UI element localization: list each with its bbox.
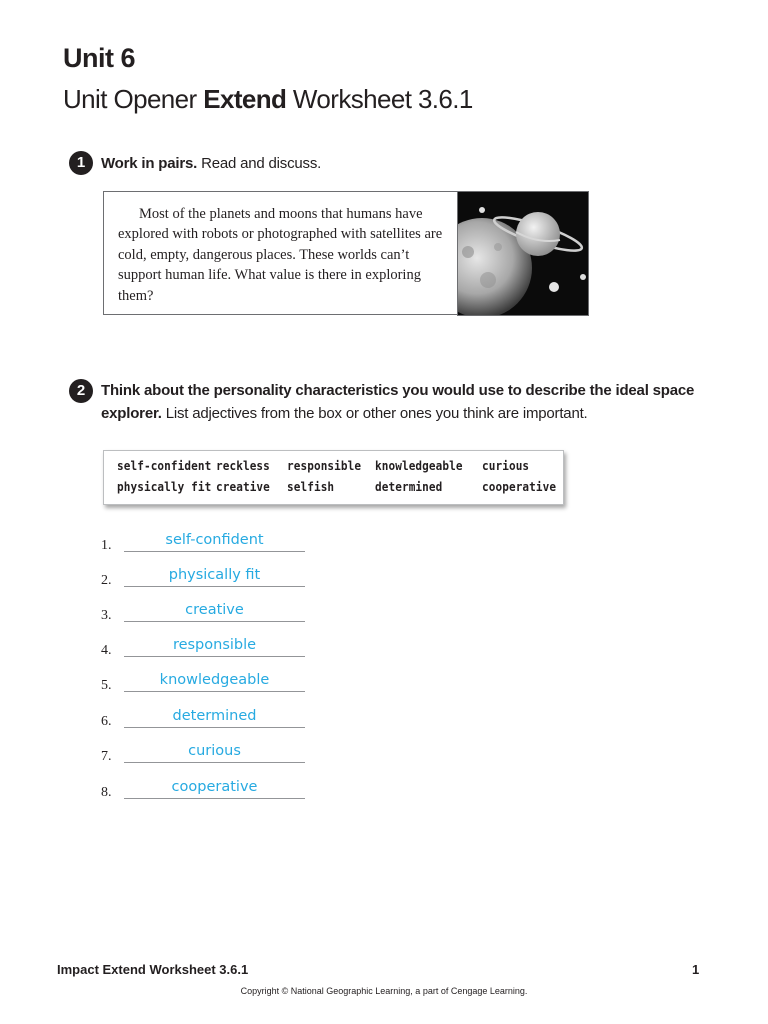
word-box-item: physically fit xyxy=(117,480,212,494)
reading-passage: Most of the planets and moons that humans have explored with robots or photographed with satellites are cold, empty, dangerous places. These worlds can’t support human life. What value is there in exploring them? xyxy=(118,206,443,304)
answer-input[interactable]: determined xyxy=(172,708,257,724)
answer-input[interactable]: cooperative xyxy=(171,779,258,795)
instruction-text: List adjectives from the box or other ones you think are important. xyxy=(161,405,588,422)
answer-input[interactable]: creative xyxy=(185,602,244,618)
answer-line xyxy=(124,551,305,552)
exercise-2-instruction xyxy=(101,379,716,425)
answer-line xyxy=(124,656,305,657)
exercise-1-instruction xyxy=(101,152,701,175)
page-number: 1 xyxy=(692,962,700,977)
instruction-bold: Work in pairs. xyxy=(101,155,198,172)
word-box-item: cooperative xyxy=(482,480,557,494)
instruction-bold: Think about the personality characteristics you would use to describe the ideal space explorer. xyxy=(101,382,695,422)
answer-number: 4. xyxy=(101,643,112,658)
answer-number: 3. xyxy=(101,608,112,623)
answer-line xyxy=(124,691,305,692)
word-box-item: selfish xyxy=(287,480,335,494)
answer-line xyxy=(124,727,305,728)
word-box-item: knowledgeable xyxy=(375,459,463,473)
instruction-text: Read and discuss. xyxy=(197,155,322,172)
answer-line xyxy=(124,621,305,622)
footer-title: Impact Extend Worksheet 3.6.1 xyxy=(57,962,249,977)
answer-number: 8. xyxy=(101,785,112,800)
answer-input[interactable]: responsible xyxy=(172,637,257,653)
title-emphasis: Extend xyxy=(203,84,287,114)
word-box-item: responsible xyxy=(287,459,362,473)
title-prefix: Unit Opener xyxy=(63,84,204,114)
exercise-number-badge: 1 xyxy=(69,151,93,175)
worksheet-title xyxy=(63,84,473,115)
word-box-item: determined xyxy=(375,480,443,494)
answer-number: 6. xyxy=(101,714,112,729)
saturn-moon-image xyxy=(458,192,589,316)
word-box-item: curious xyxy=(482,459,530,473)
answer-line xyxy=(124,762,305,763)
answer-number: 7. xyxy=(101,749,112,764)
answer-input[interactable]: physically fit xyxy=(168,567,261,583)
exercise-number-badge: 2 xyxy=(69,379,93,403)
answer-input[interactable]: self-confident xyxy=(165,532,264,548)
answer-number: 2. xyxy=(101,573,112,588)
answer-number: 5. xyxy=(101,678,112,693)
answer-input[interactable]: knowledgeable xyxy=(159,672,270,688)
answer-line xyxy=(124,798,305,799)
space-photo xyxy=(457,191,589,316)
word-box-item: self-confident xyxy=(117,459,212,473)
answer-line xyxy=(124,586,305,587)
answer-input[interactable]: curious xyxy=(188,743,241,759)
word-box-item: creative xyxy=(216,480,270,494)
title-suffix: Worksheet 3.6.1 xyxy=(286,84,473,114)
reading-passage-box xyxy=(103,191,457,315)
copyright-notice: Copyright © National Geographic Learning, a part of Cengage Learning. xyxy=(240,986,528,996)
word-box xyxy=(103,450,564,505)
answer-number: 1. xyxy=(101,538,112,553)
unit-heading: Unit 6 xyxy=(63,43,136,73)
word-box-item: reckless xyxy=(216,459,270,473)
